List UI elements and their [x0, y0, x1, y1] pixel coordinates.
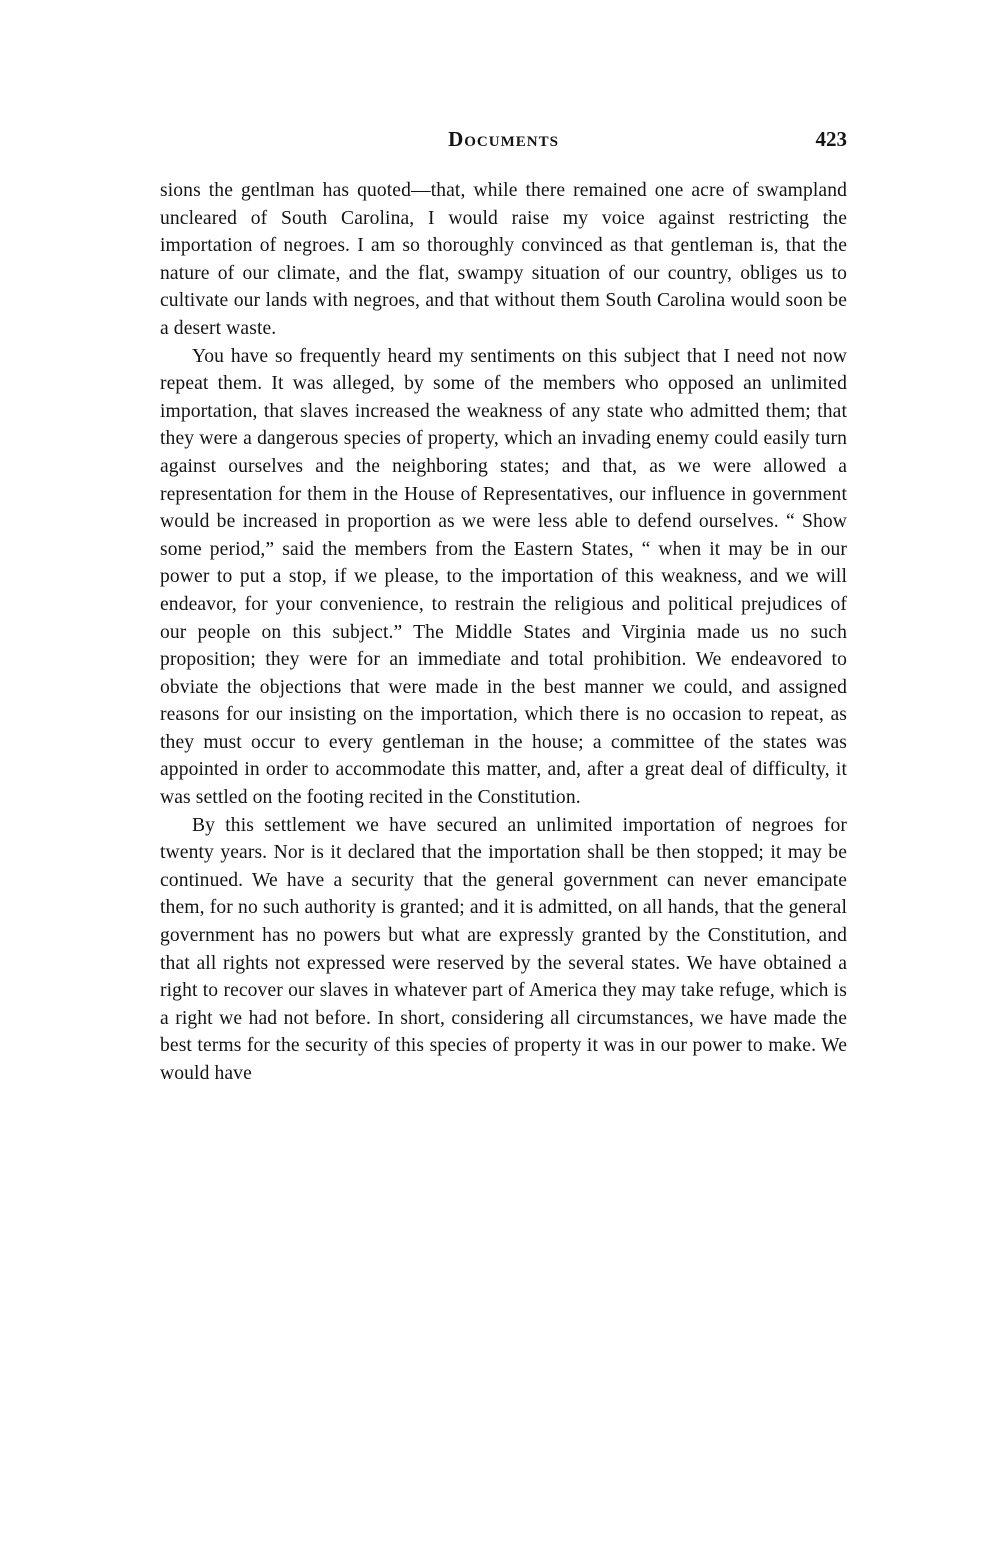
- paragraph-continuation: sions the gentlman has quoted—that, while there remained one acre of swampland uncleared of South Carolina, I would raise my voice against restricting the importation of negroes. I am so thoroughly convinced as that gentleman is, that the nature of our climate, and the flat, swampy situation of our country, obliges us to cultivate our lands with negroes, and that without them South Carolina would soon be a desert waste.: [160, 180, 847, 339]
- running-title: Documents: [448, 127, 559, 151]
- paragraph-sentiments: You have so frequently heard my sentiments on this subject that I need not now repeat them. It was alleged, by some of the members who opposed an unlimited importation, that slaves increased the weakness of any state who admitted them; that they were a dangerous species of property, which an invading enemy could easily turn against ourselves and the neighboring states; and that, as we were allowed a representation for them in the House of Representatives, our influence in government would be increased in proportion as we were less able to defend ourselves. “ Show some period,” said the members from the Eastern States, “ when it may be in our power to put a stop, if we please, to the importation of this weakness, and we will endeavor, for your convenience, to restrain the religious and political prejudices of our people on this subject.” The Middle States and Virginia made us no such proposition; they were for an immediate and total prohibition. We endeavored to obviate the objections that were made in the best manner we could, and assigned reasons for our insisting on the importation, which there is no occasion to repeat, as they must occur to every gentleman in the house; a committee of the states was appointed in order to accommodate this matter, and, after a great deal of difficulty, it was settled on the footing recited in the Constitution.: [160, 345, 847, 809]
- page-number: 423: [815, 127, 847, 151]
- body-text: [160, 177, 847, 1088]
- paragraph-settlement: By this settlement we have secured an unlimited importation of negroes for twenty years. Nor is it declared that the importation shall be then stopped; it may be continued. We have a security that the general government can never emancipate them, for no such authority is granted; and it is admitted, on all hands, that the general government has no powers but what are expressly granted by the Constitution, and that all rights not expressed were reserved by the several states. We have obtained a right to recover our slaves in whatever part of America they may take refuge, which is a right we had not before. In short, considering all circumstances, we have made the best terms for the security of this species of property it was in our power to make. We would have: [160, 814, 847, 1084]
- running-head: [160, 124, 847, 154]
